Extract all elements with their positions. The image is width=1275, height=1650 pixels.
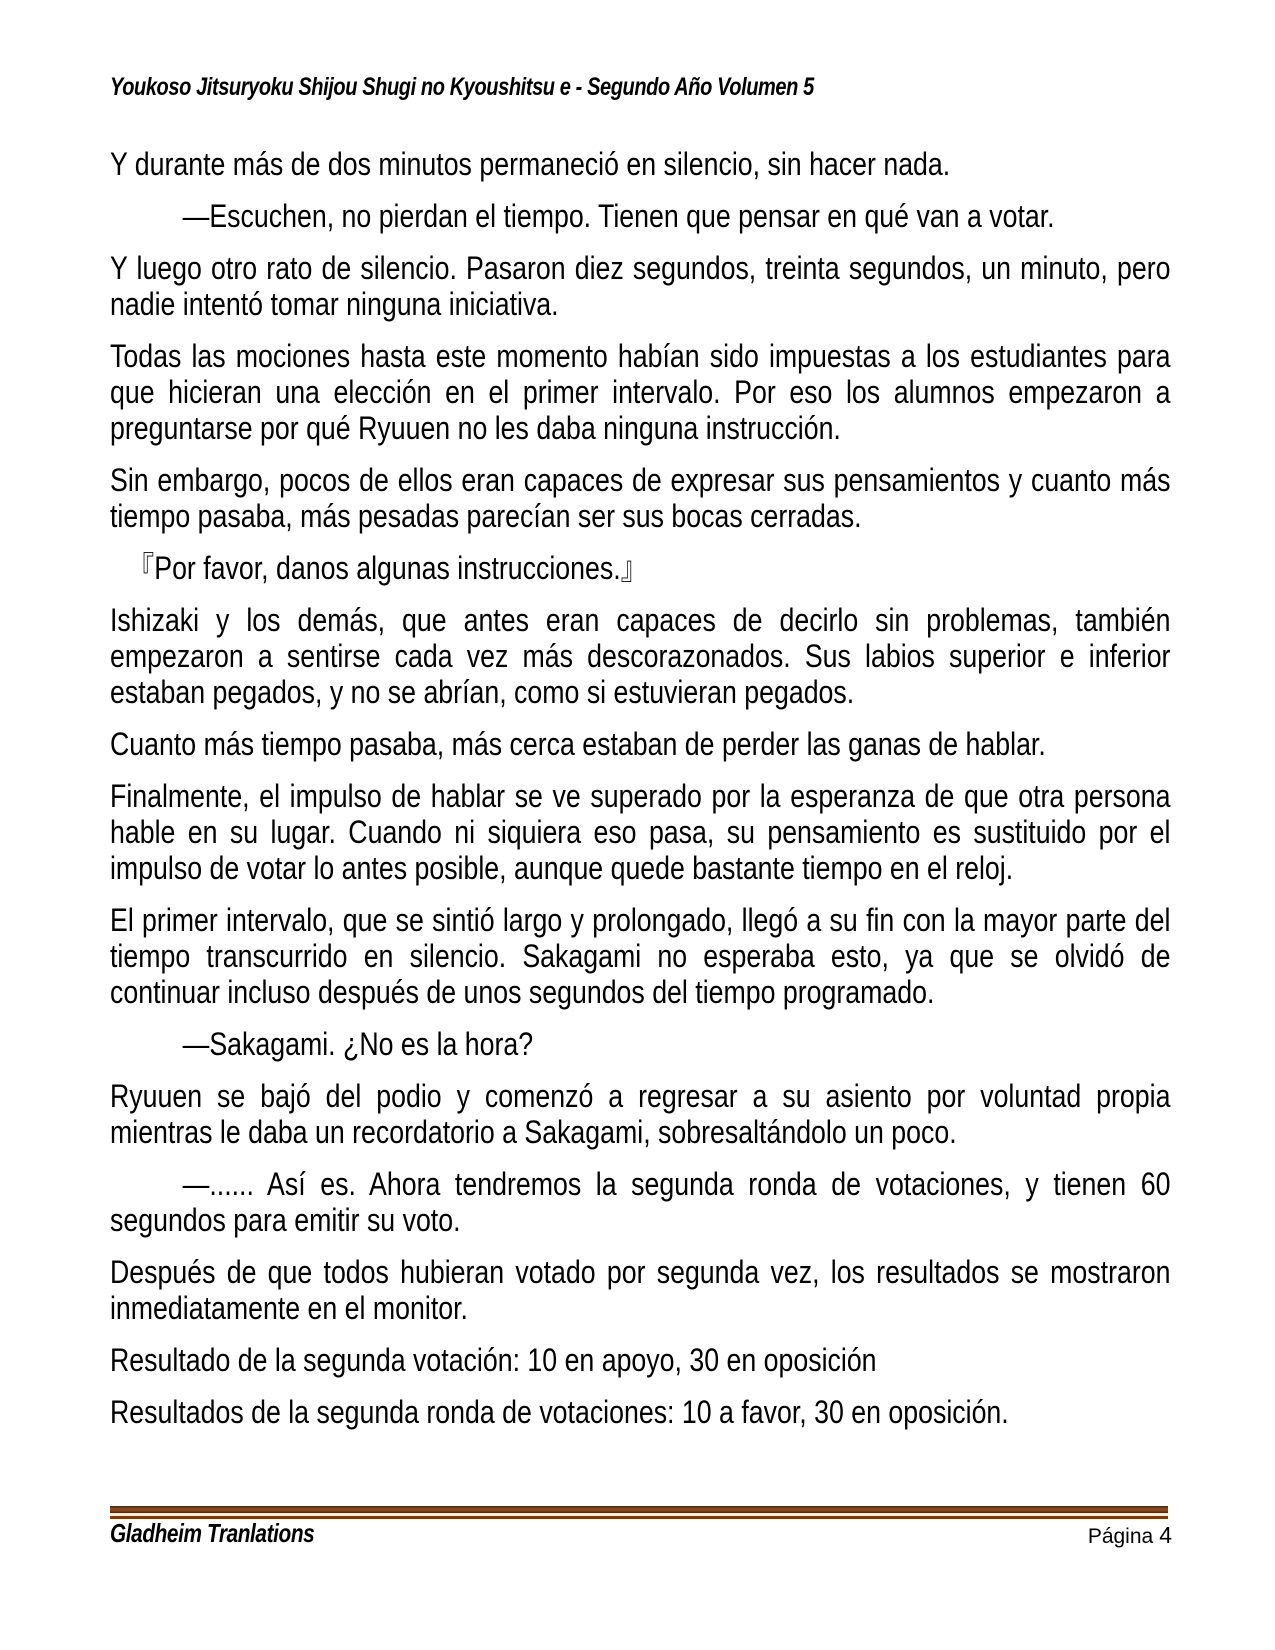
page-number: [1088, 1522, 1172, 1550]
footer-rule-thick-bar: [110, 1506, 1168, 1513]
paragraph: Resultados de la segunda ronda de votaciones: 10 a favor, 30 en oposición.: [110, 1394, 1009, 1430]
page-title: Youkoso Jitsuryoku Shijou Shugi no Kyoushitsu e - Segundo Año Volumen 5: [110, 73, 814, 101]
paragraph-dialogue: —Escuchen, no pierdan el tiempo. Tienen que pensar en qué van a votar.: [182, 198, 1055, 234]
paragraph-dialogue: —...... Así es. Ahora tendremos la segunda ronda de votaciones, y tienen 60 segundos para emitir su voto.: [110, 1166, 1171, 1238]
paragraph: Sin embargo, pocos de ellos eran capaces de expresar sus pensamientos y cuanto más tiempo pasaba, más pesadas parecían ser sus bocas cerradas.: [110, 462, 1171, 534]
paragraph-dialogue: —Sakagami. ¿No es la hora?: [182, 1026, 534, 1062]
page-number-value: 4: [1159, 1522, 1172, 1548]
paragraph: Todas las mociones hasta este momento habían sido impuestas a los estudiantes para que hicieran una elección en el primer intervalo. Por eso los alumnos empezaron a preguntarse por qué Ryuuen no les daba ninguna instrucción.: [110, 338, 1171, 446]
paragraph: Resultado de la segunda votación: 10 en apoyo, 30 en oposición: [110, 1342, 877, 1378]
paragraph: Ryuuen se bajó del podio y comenzó a regresar a su asiento por voluntad propia mientras le daba un recordatorio a Sakagami, sobresaltándolo un poco.: [110, 1078, 1171, 1150]
paragraph: Y durante más de dos minutos permaneció en silencio, sin hacer nada.: [110, 146, 951, 182]
paragraph: Ishizaki y los demás, que antes eran capaces de decirlo sin problemas, también empezaron a sentirse cada vez más descorazonados. Sus labios superior e inferior estaban pegados, y no se abrían, como si estuvieran pegados.: [110, 602, 1171, 710]
paragraph: Después de que todos hubieran votado por segunda vez, los resultados se mostraron inmediatamente en el monitor.: [110, 1254, 1171, 1326]
translator-credit: Gladheim Tranlations: [110, 1518, 315, 1548]
paragraph: Finalmente, el impulso de hablar se ve superado por la esperanza de que otra persona hable en su lugar. Cuando ni siquiera eso pasa, su pensamiento es sustituido por el impulso de votar lo antes posible, aunque quede bastante tiempo en el reloj.: [110, 778, 1171, 886]
paragraph-quote: 『Por favor, danos algunas instrucciones.』: [127, 550, 648, 586]
paragraph: El primer intervalo, que se sintió largo y prolongado, llegó a su fin con la mayor parte del tiempo transcurrido en silencio. Sakagami no esperaba esto, ya que se olvidó de continuar incluso después de unos segundos del tiempo programado.: [110, 902, 1171, 1010]
paragraph: Cuanto más tiempo pasaba, más cerca estaban de perder las ganas de hablar.: [110, 726, 1046, 762]
document-body: [110, 146, 1170, 1430]
page-header: [110, 72, 1210, 102]
paragraph: Y luego otro rato de silencio. Pasaron diez segundos, treinta segundos, un minuto, pero nadie intentó tomar ninguna iniciativa.: [110, 250, 1171, 322]
page-number-label: Página: [1087, 1525, 1154, 1548]
